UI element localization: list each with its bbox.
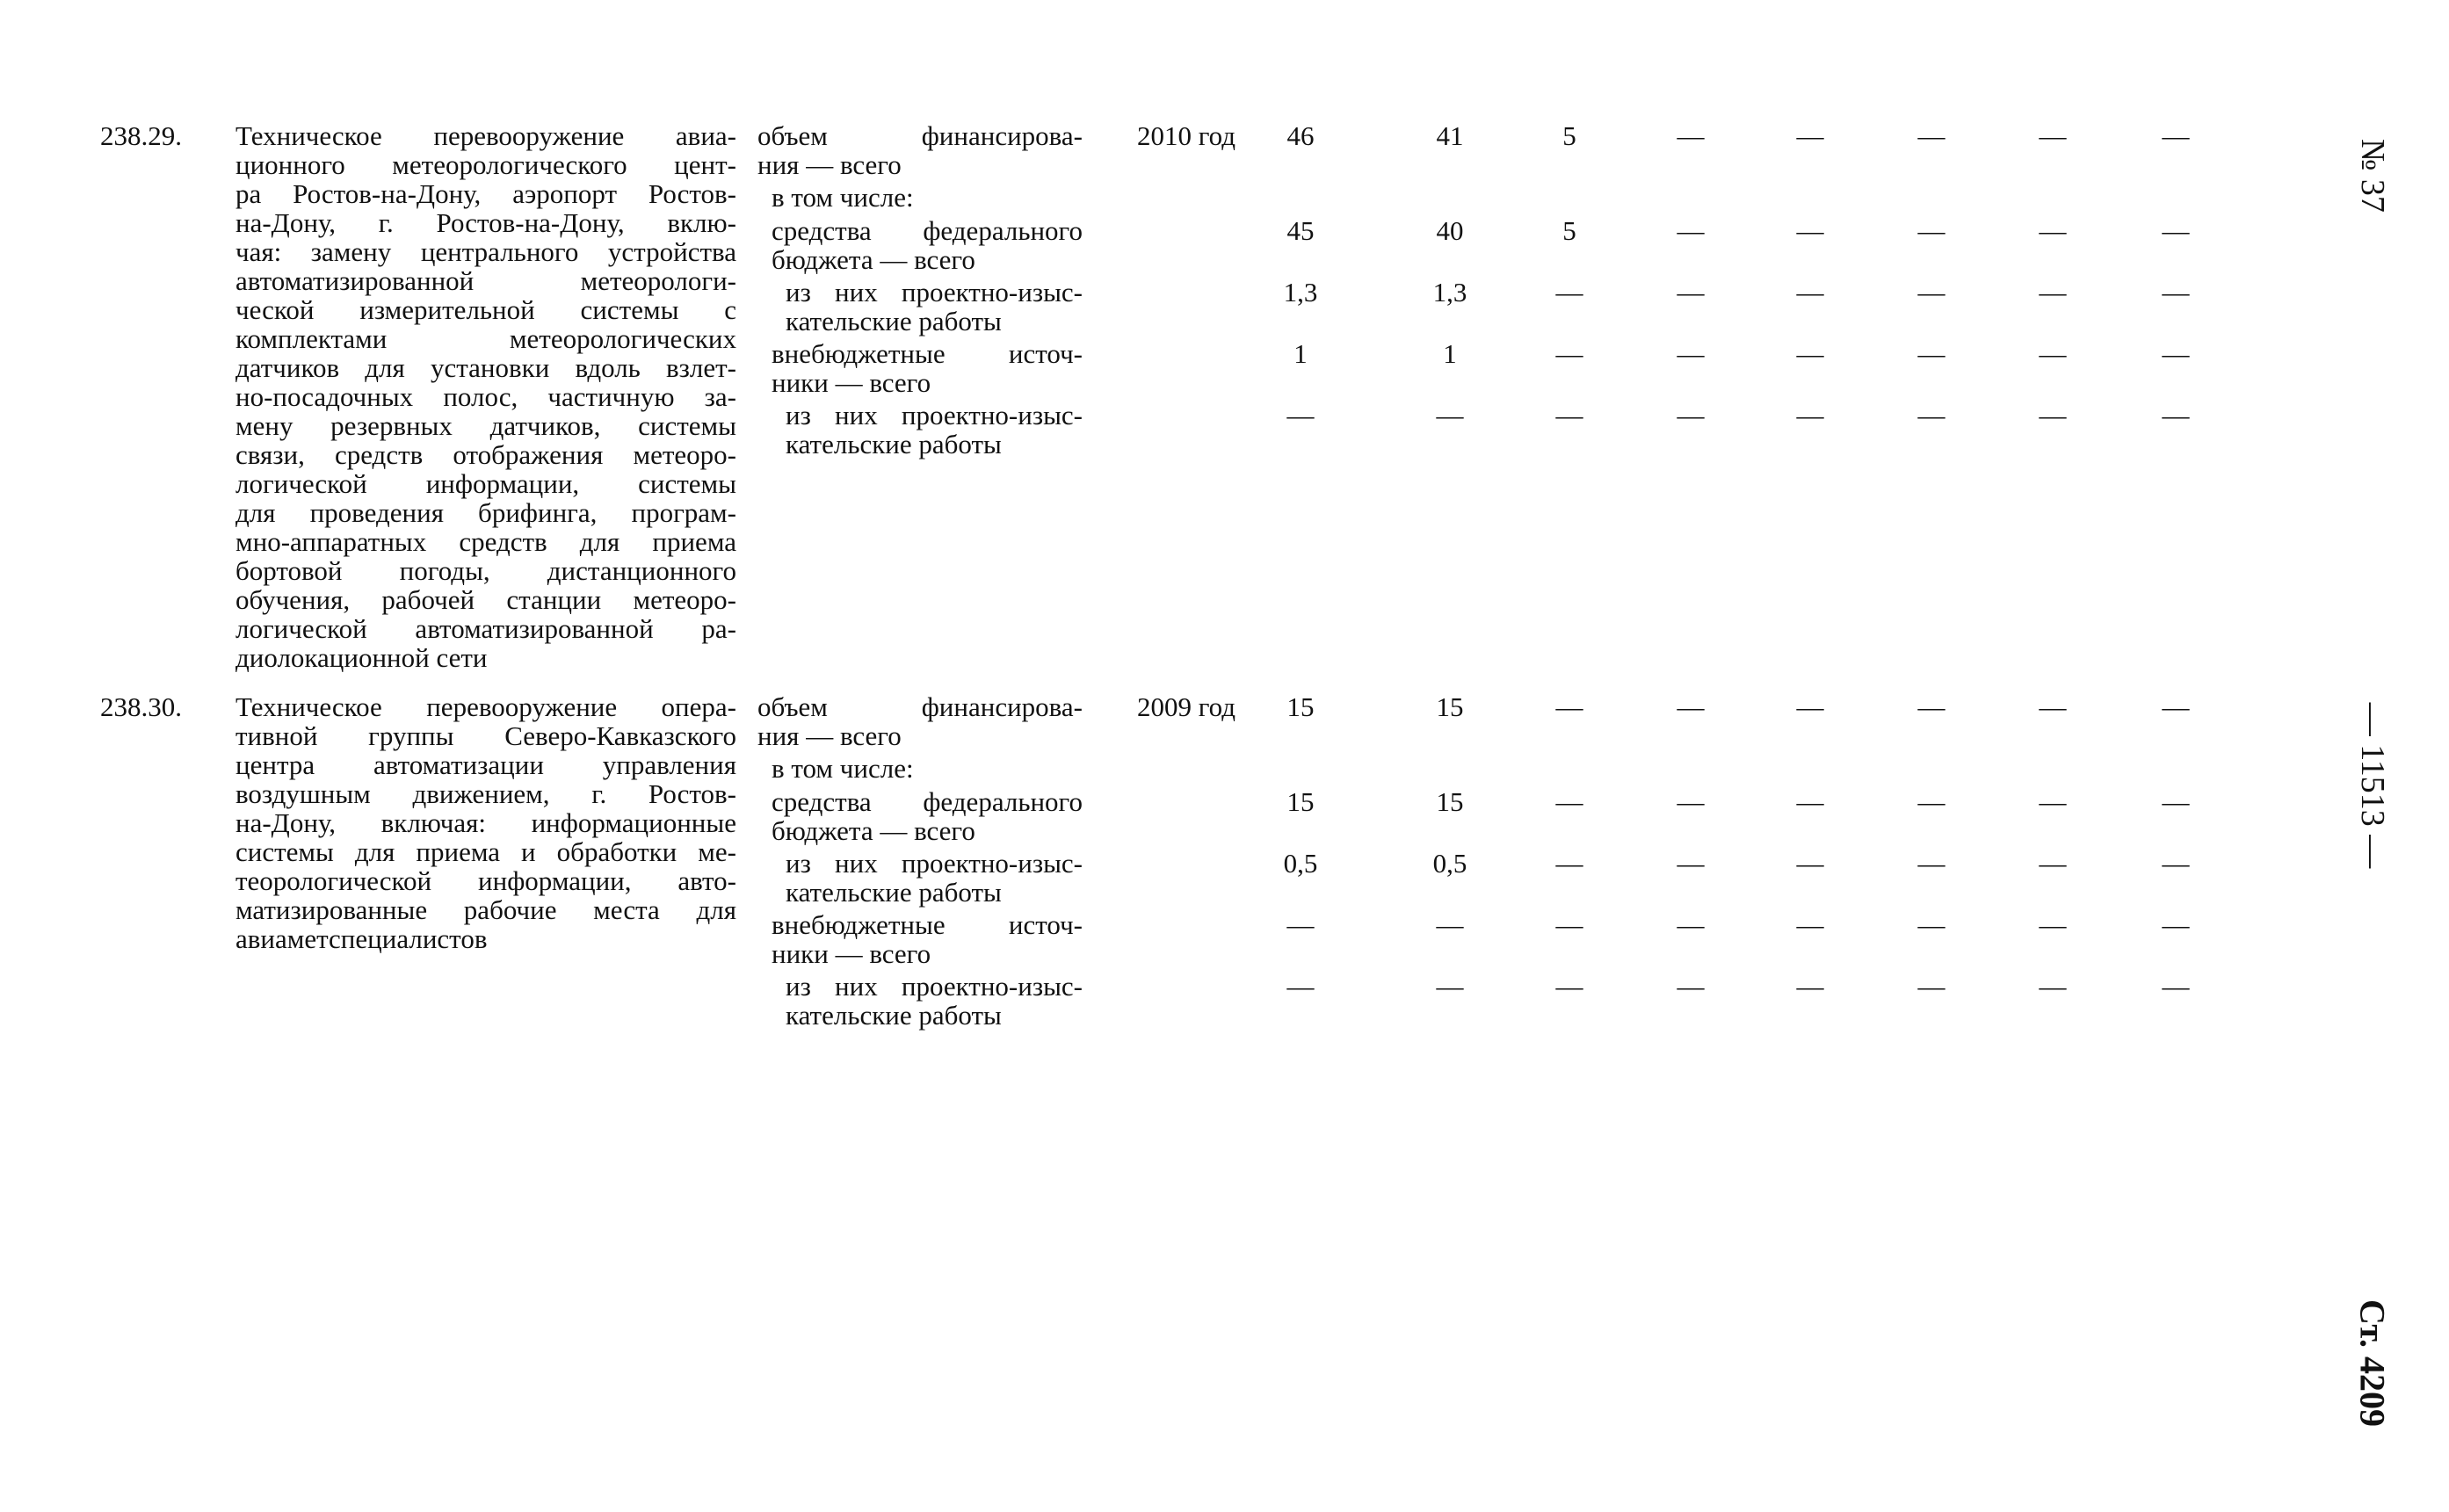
financing-value-cell: — bbox=[1917, 786, 1945, 817]
description-line: ческой измерительной системы с bbox=[235, 294, 736, 325]
financing-label-line: бюджета — всего bbox=[772, 815, 975, 846]
financing-label bbox=[772, 216, 1083, 274]
financing-value-cell: 0,5 bbox=[1283, 848, 1318, 879]
financing-label bbox=[772, 754, 1083, 783]
financing-value-cell: — bbox=[2039, 277, 2067, 307]
entry-year: 2009 год bbox=[1136, 691, 1236, 722]
financing-value-cell: — bbox=[1677, 786, 1705, 817]
financing-label bbox=[772, 183, 1083, 212]
financing-value-cell: 15 bbox=[1286, 786, 1315, 817]
financing-value-cell: — bbox=[2039, 400, 2067, 430]
financing-row bbox=[0, 278, 2285, 336]
financing-value-cell: — bbox=[1796, 400, 1824, 430]
financing-label-line: средства федерального bbox=[772, 215, 1083, 246]
description-line: на-Дону, включая: информационные bbox=[235, 807, 736, 838]
description-line: ра Ростов-на-Дону, аэропорт Ростов- bbox=[235, 178, 736, 209]
financing-label-line: из них проектно-изыс- bbox=[786, 277, 1083, 307]
financing-label-line: ники — всего bbox=[772, 367, 931, 398]
financing-value-cell: — bbox=[2162, 215, 2190, 246]
financing-value-cell: 0,5 bbox=[1432, 848, 1467, 879]
description-line: Техническое перевооружение опера- bbox=[235, 691, 736, 722]
page-side-header bbox=[2329, 0, 2416, 1512]
financing-row bbox=[0, 401, 2285, 459]
financing-value-cell: 1,3 bbox=[1283, 277, 1318, 307]
financing-label bbox=[772, 339, 1083, 397]
financing-label-line: из них проектно-изыс- bbox=[786, 400, 1083, 430]
financing-value-cell: — bbox=[2162, 909, 2190, 940]
description-line: связи, средств отображения метеоро- bbox=[235, 439, 736, 470]
financing-value-cell: — bbox=[1796, 338, 1824, 369]
financing-row bbox=[0, 910, 2285, 968]
financing-value-cell: — bbox=[1796, 120, 1824, 151]
financing-label bbox=[786, 849, 1083, 907]
financing-label-line: ния — всего bbox=[757, 720, 902, 751]
financing-label bbox=[786, 972, 1083, 1030]
description-line: тивной группы Северо-Кавказского bbox=[235, 720, 736, 751]
description-line: теорологической информации, авто- bbox=[235, 865, 736, 896]
financing-label-line: из них проектно-изыс- bbox=[786, 971, 1083, 1002]
financing-value-cell: — bbox=[1917, 691, 1945, 722]
financing-label-line: из них проектно-изыс- bbox=[786, 848, 1083, 879]
entry-number: 238.30. bbox=[100, 691, 182, 722]
financing-value-cell: — bbox=[1436, 909, 1464, 940]
financing-value-cell: 1 bbox=[1443, 338, 1457, 369]
financing-value-cell: — bbox=[1917, 120, 1945, 151]
description-line: авиаметспециалистов bbox=[235, 923, 488, 954]
financing-label bbox=[757, 692, 1083, 750]
financing-value-cell: — bbox=[1677, 215, 1705, 246]
description-line: логической автоматизированной ра- bbox=[235, 613, 736, 644]
financing-value-cell: — bbox=[1796, 971, 1824, 1002]
description-line: комплектами метеорологических bbox=[235, 323, 736, 354]
financing-value-cell: — bbox=[1917, 400, 1945, 430]
financing-row bbox=[0, 972, 2285, 1030]
financing-label-line: в том числе: bbox=[772, 753, 914, 784]
financing-value-cell: — bbox=[1677, 400, 1705, 430]
description-line: матизированные рабочие места для bbox=[235, 894, 736, 925]
financing-value-cell: 46 bbox=[1286, 120, 1315, 151]
financing-value-cell: — bbox=[2162, 338, 2190, 369]
financing-value-cell: — bbox=[2039, 120, 2067, 151]
financing-label-line: ники — всего bbox=[772, 938, 931, 969]
financing-row bbox=[0, 849, 2285, 907]
financing-value-cell: — bbox=[1917, 971, 1945, 1002]
financing-value-cell: 5 bbox=[1562, 215, 1576, 246]
financing-value-cell: — bbox=[1796, 786, 1824, 817]
financing-value-cell: — bbox=[2039, 909, 2067, 940]
financing-value-cell: — bbox=[2162, 786, 2190, 817]
financing-value-cell: — bbox=[1796, 215, 1824, 246]
description-line: центра автоматизации управления bbox=[235, 749, 736, 780]
financing-row bbox=[0, 787, 2285, 845]
financing-value-cell: — bbox=[1917, 215, 1945, 246]
entry-year: 2010 год bbox=[1136, 120, 1236, 151]
financing-label-line: кательские работы bbox=[786, 1000, 1002, 1031]
description-line: обучения, рабочей станции метеоро- bbox=[235, 584, 736, 615]
financing-value-cell: — bbox=[2162, 691, 2190, 722]
financing-value-cell: — bbox=[2162, 971, 2190, 1002]
financing-value-cell: — bbox=[1677, 691, 1705, 722]
financing-value-cell: — bbox=[2039, 971, 2067, 1002]
financing-value-cell: 41 bbox=[1436, 120, 1464, 151]
financing-value-cell: — bbox=[2162, 277, 2190, 307]
financing-value-cell: — bbox=[1555, 971, 1583, 1002]
financing-value-cell: — bbox=[1917, 848, 1945, 879]
financing-label-line: объем финансирова- bbox=[757, 120, 1083, 151]
financing-label-line: кательские работы bbox=[786, 429, 1002, 459]
financing-label-line: кательские работы bbox=[786, 877, 1002, 908]
financing-value-cell: — bbox=[1796, 848, 1824, 879]
financing-label bbox=[786, 401, 1083, 459]
article-number: Ст. 4209 bbox=[2352, 1299, 2393, 1427]
financing-value-cell: — bbox=[1677, 277, 1705, 307]
financing-value-cell: — bbox=[1286, 400, 1315, 430]
description-line: датчиков для установки вдоль взлет- bbox=[235, 352, 736, 383]
financing-value-cell: — bbox=[1796, 277, 1824, 307]
description-line: для проведения брифинга, програм- bbox=[235, 497, 736, 528]
financing-value-cell: — bbox=[2039, 215, 2067, 246]
financing-label-line: объем финансирова- bbox=[757, 691, 1083, 722]
description-line: мену резервных датчиков, системы bbox=[235, 410, 736, 441]
financing-value-cell: — bbox=[2162, 120, 2190, 151]
description-line: системы для приема и обработки ме- bbox=[235, 836, 736, 867]
financing-row bbox=[0, 121, 2285, 179]
financing-value-cell: — bbox=[1436, 400, 1464, 430]
description-line: диолокационной сети bbox=[235, 642, 488, 673]
financing-value-cell: — bbox=[2162, 848, 2190, 879]
financing-label-line: кательские работы bbox=[786, 306, 1002, 336]
financing-label-line: средства федерального bbox=[772, 786, 1083, 817]
financing-value-cell: — bbox=[1555, 277, 1583, 307]
financing-value-cell: 15 bbox=[1436, 786, 1464, 817]
financing-value-cell: — bbox=[1917, 338, 1945, 369]
financing-label-line: внебюджетные источ- bbox=[772, 909, 1083, 940]
financing-value-cell: — bbox=[1286, 971, 1315, 1002]
entry-number: 238.29. bbox=[100, 120, 182, 151]
description-line: логической информации, системы bbox=[235, 468, 736, 499]
financing-value-cell: — bbox=[1677, 338, 1705, 369]
description-line: Техническое перевооружение авиа- bbox=[235, 120, 736, 151]
description-line: чая: замену центрального устройства bbox=[235, 236, 736, 267]
financing-value-cell: — bbox=[1555, 909, 1583, 940]
financing-value-cell: — bbox=[2039, 691, 2067, 722]
financing-value-cell: — bbox=[1555, 786, 1583, 817]
financing-value-cell: 15 bbox=[1436, 691, 1464, 722]
document-page-number: — 11513 — bbox=[2354, 702, 2391, 869]
financing-value-cell: — bbox=[1677, 971, 1705, 1002]
financing-row bbox=[0, 692, 2285, 750]
financing-value-cell: — bbox=[1555, 338, 1583, 369]
financing-value-cell: — bbox=[2039, 848, 2067, 879]
issue-number: № 37 bbox=[2354, 139, 2391, 213]
description-line: автоматизированной метеорологи- bbox=[235, 265, 736, 296]
financing-label bbox=[757, 121, 1083, 179]
financing-label-line: внебюджетные источ- bbox=[772, 338, 1083, 369]
financing-label bbox=[786, 278, 1083, 336]
description-line: мно-аппаратных средств для приема bbox=[235, 526, 736, 557]
description-line: ционного метеорологического цент- bbox=[235, 149, 736, 180]
financing-row bbox=[0, 216, 2285, 274]
financing-value-cell: 40 bbox=[1436, 215, 1464, 246]
financing-label bbox=[772, 787, 1083, 845]
description-line: на-Дону, г. Ростов-на-Дону, вклю- bbox=[235, 207, 736, 238]
financing-label-line: бюджета — всего bbox=[772, 244, 975, 275]
financing-value-cell: — bbox=[1555, 400, 1583, 430]
financing-value-cell: 15 bbox=[1286, 691, 1315, 722]
financing-value-cell: — bbox=[2039, 786, 2067, 817]
financing-value-cell: — bbox=[1286, 909, 1315, 940]
financing-value-cell: 5 bbox=[1562, 120, 1576, 151]
financing-row bbox=[0, 339, 2285, 397]
financing-value-cell: 1,3 bbox=[1432, 277, 1467, 307]
financing-value-cell: — bbox=[1677, 120, 1705, 151]
financing-value-cell: — bbox=[1436, 971, 1464, 1002]
financing-value-cell: — bbox=[1796, 909, 1824, 940]
financing-value-cell: 45 bbox=[1286, 215, 1315, 246]
description-line: бортовой погоды, дистанционного bbox=[235, 555, 736, 586]
financing-label-line: в том числе: bbox=[772, 182, 914, 213]
description-line: воздушным движением, г. Ростов- bbox=[235, 778, 736, 809]
financing-value-cell: 1 bbox=[1293, 338, 1308, 369]
financing-value-cell: — bbox=[2162, 400, 2190, 430]
financing-value-cell: — bbox=[1677, 909, 1705, 940]
financing-value-cell: — bbox=[1917, 909, 1945, 940]
financing-value-cell: — bbox=[1677, 848, 1705, 879]
financing-label bbox=[772, 910, 1083, 968]
financing-value-cell: — bbox=[2039, 338, 2067, 369]
financing-value-cell: — bbox=[1917, 277, 1945, 307]
financing-value-cell: — bbox=[1555, 848, 1583, 879]
description-line: но-посадочных полос, частичную за- bbox=[235, 381, 736, 412]
financing-value-cell: — bbox=[1555, 691, 1583, 722]
financing-label-line: ния — всего bbox=[757, 149, 902, 180]
financing-value-cell: — bbox=[1796, 691, 1824, 722]
